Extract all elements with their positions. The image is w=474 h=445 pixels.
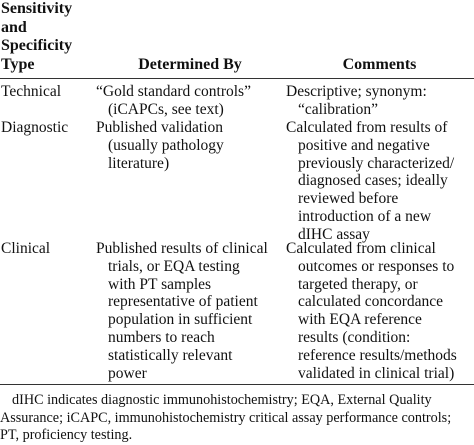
cell-line: “Gold standard controls” <box>96 83 251 100</box>
cell-line: Calculated from results of <box>286 119 448 136</box>
footnote-line: dIHC indicates diagnostic immunohistochemistry; EQA, External Quality <box>12 392 432 408</box>
cell-line: power <box>108 364 147 382</box>
cell-line: reviewed before <box>298 190 399 208</box>
row-type: Technical <box>1 83 62 100</box>
cell-line: Published validation <box>96 119 224 136</box>
cell-line: (iCAPCs, see text) <box>108 100 224 118</box>
table-bottom-rule <box>0 384 474 385</box>
cell-line: previously characterized/ <box>298 154 455 172</box>
header-rule <box>0 78 474 79</box>
row-type: Diagnostic <box>1 119 69 136</box>
row-comments <box>286 240 472 382</box>
cell-line: literature) <box>108 154 170 172</box>
cell-line: (usually pathology <box>108 136 224 154</box>
footnote-line: Assurance; iCAPC, immunohistochemistry critical assay performance controls; <box>0 409 452 426</box>
cell-line: Calculated from clinical <box>286 240 436 257</box>
cell-line: Published results of clinical <box>96 240 268 257</box>
cell-line: introduction of a new <box>298 207 432 225</box>
cell-line: “calibration” <box>298 100 379 118</box>
header-determined-by: Determined By <box>138 56 242 73</box>
row-determined-by <box>96 240 282 382</box>
row-determined-by <box>96 83 282 119</box>
cell-line: dIHC assay <box>298 225 370 243</box>
cell-line: representative of patient <box>108 293 258 311</box>
cell-line: trials, or EQA testing <box>108 257 240 275</box>
cell-line: validated in clinical trial) <box>298 364 455 382</box>
table-header <box>0 0 474 76</box>
cell-line: positive and negative <box>298 136 430 154</box>
header-comments: Comments <box>342 56 417 73</box>
cell-line: numbers to reach <box>108 328 215 346</box>
cell-line: diagnosed cases; ideally <box>298 172 448 190</box>
row-comments <box>286 83 472 119</box>
cell-line: reference results/methods <box>298 346 457 364</box>
cell-line: results (condition: <box>298 328 411 346</box>
cell-line: population in sufficient <box>108 311 253 329</box>
cell-line: targeted therapy, or <box>298 275 418 293</box>
table-footnote <box>0 392 474 445</box>
cell-line: calculated concordance <box>298 293 444 311</box>
header-type: Sensitivity and Specificity Type <box>1 0 73 73</box>
cell-line: statistically relevant <box>108 346 233 364</box>
row-type: Clinical <box>1 240 51 257</box>
cell-line: Descriptive; synonym: <box>286 83 427 100</box>
row-comments <box>286 119 472 244</box>
cell-line: with EQA reference <box>298 311 422 329</box>
footnote-line: PT, proficiency testing. <box>0 427 133 444</box>
cell-line: with PT samples <box>108 275 212 293</box>
row-determined-by <box>96 119 282 172</box>
cell-line: outcomes or responses to <box>298 257 455 275</box>
